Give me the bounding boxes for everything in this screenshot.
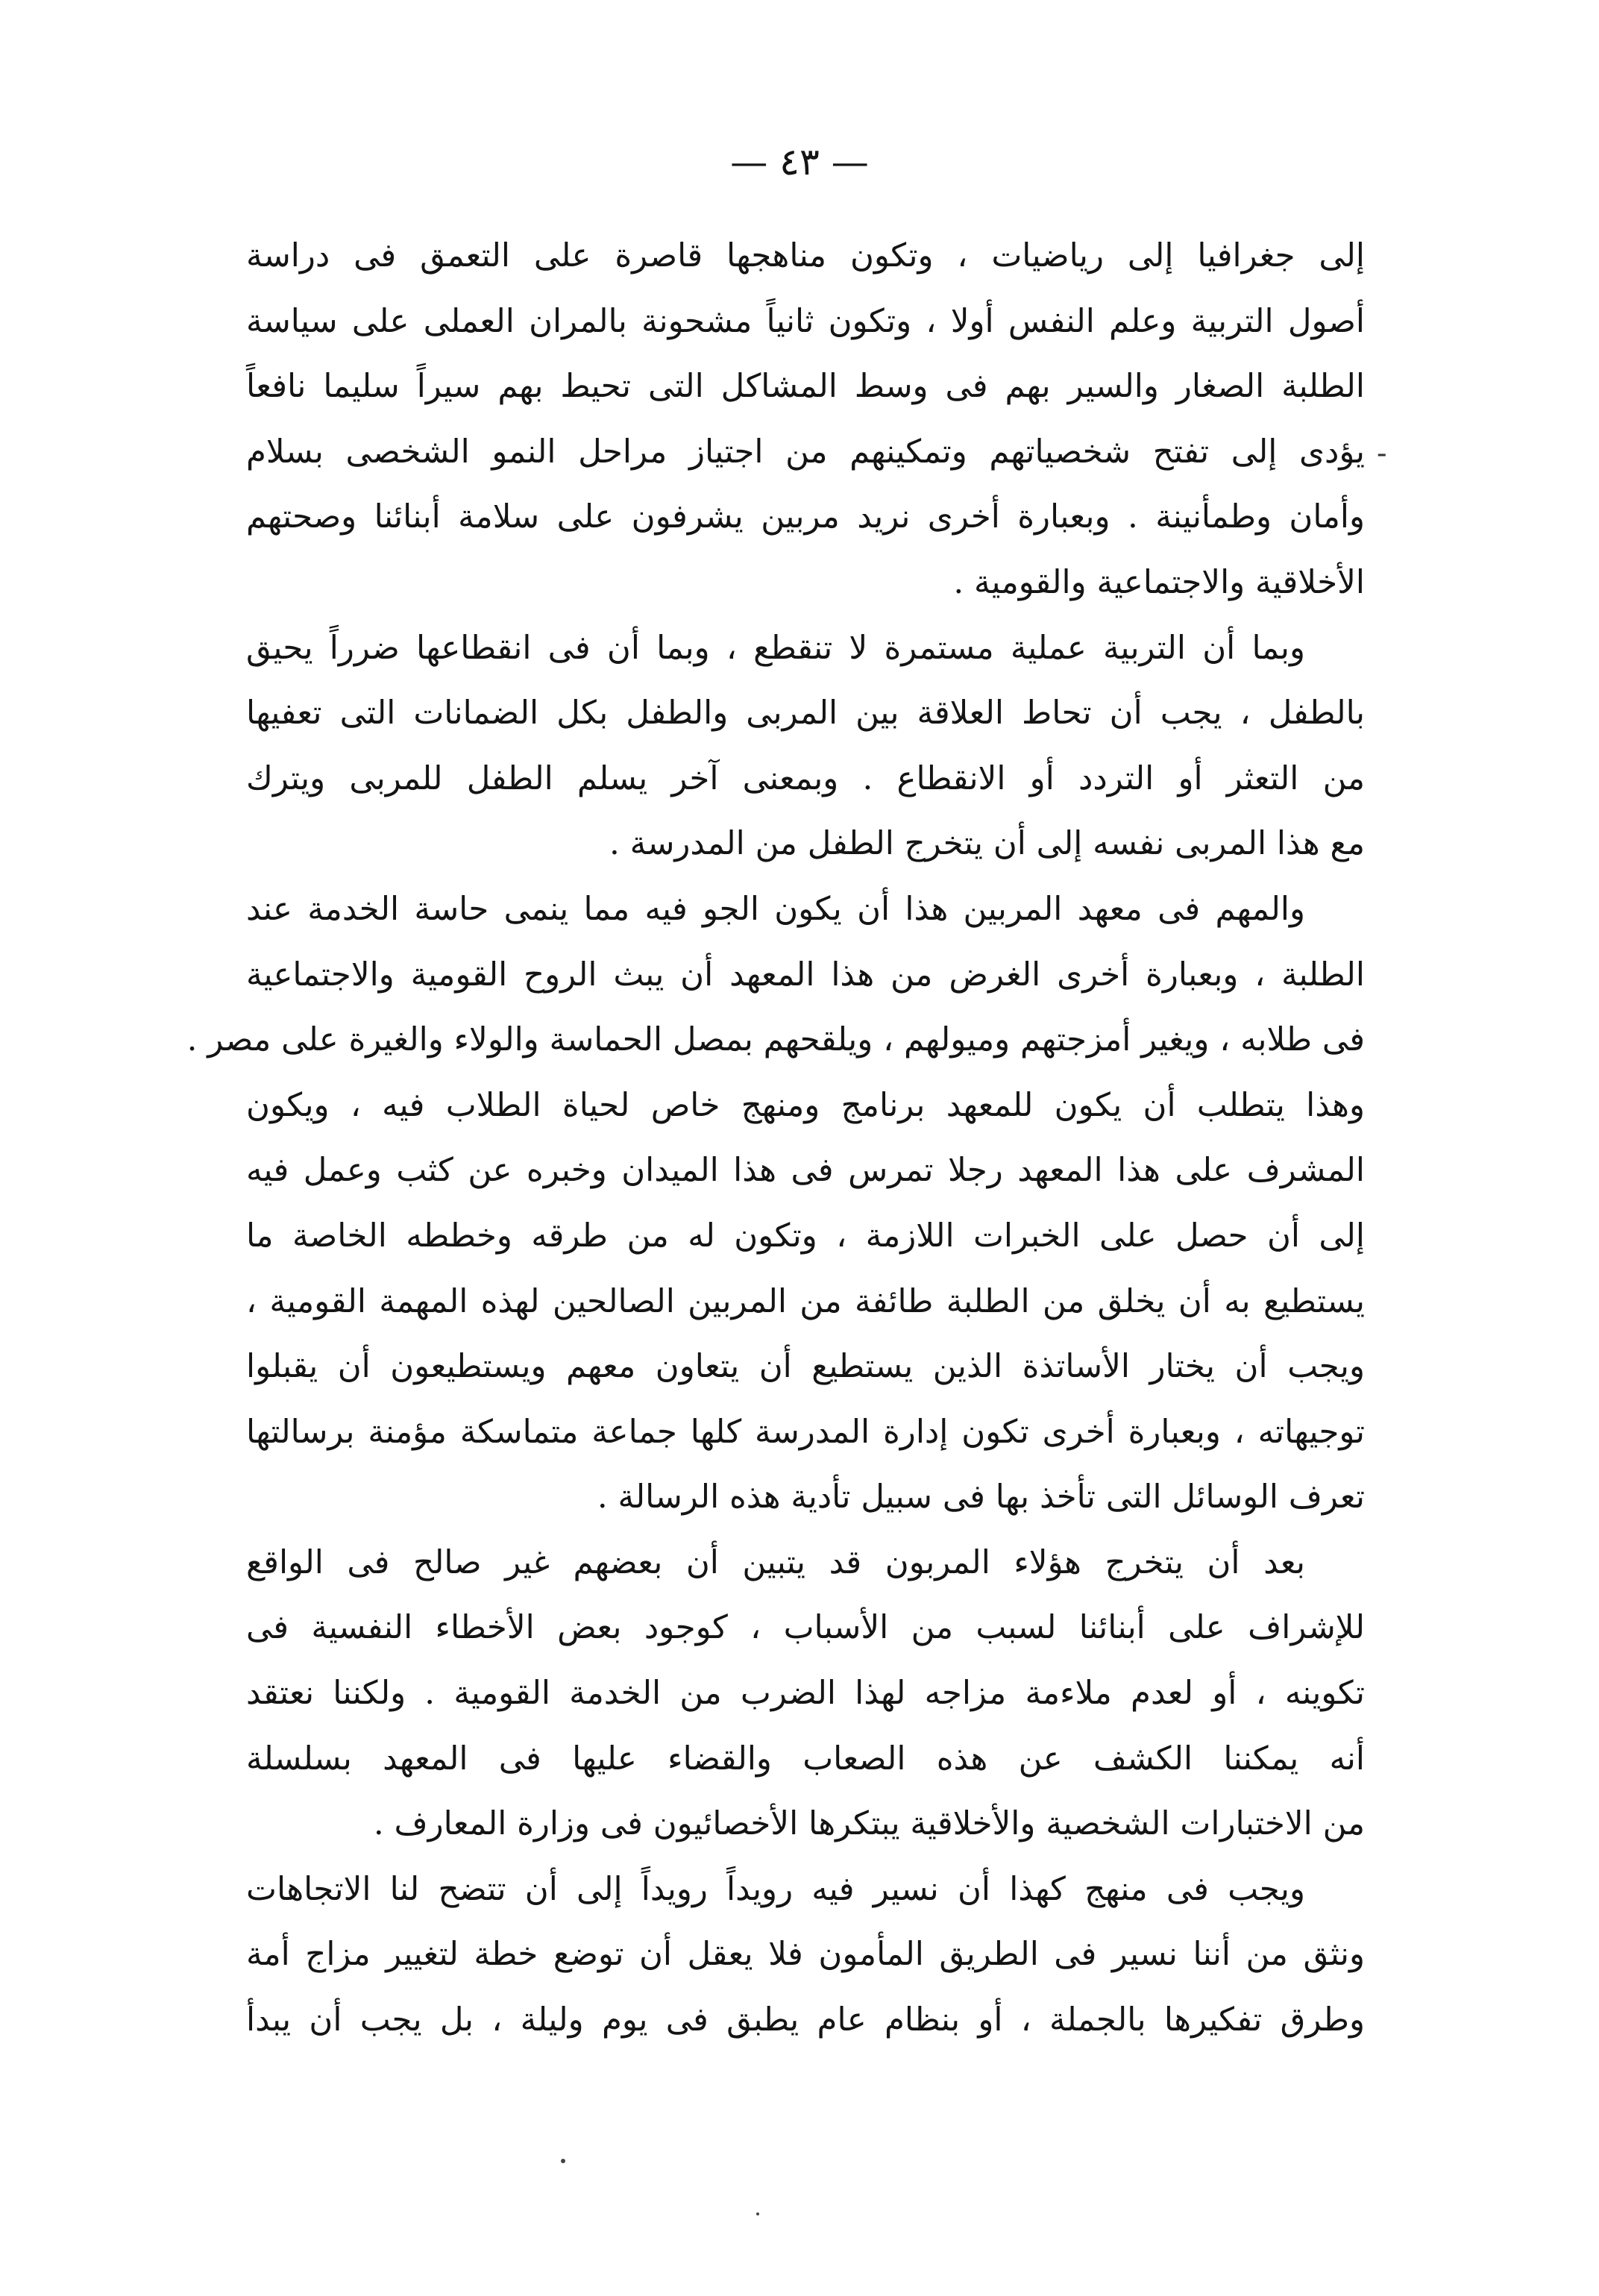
text-line: يؤدى إلى تفتح شخصياتهم وتمكينهم من اجتياز مراحل النمو الشخصى بسلام [246, 433, 1365, 471]
paragraph-1 [246, 224, 1365, 616]
text-line: الطلبة الصغار والسير بهم فى وسط المشاكل التى تحيط بهم سيراً سليما نافعاً [246, 368, 1365, 406]
text-line: الأخلاقية والاجتماعية والقومية . [953, 563, 1365, 601]
text-line: الطلبة ، وبعبارة أخرى الغرض من هذا المعهد أن يبث الروح القومية والاجتماعية [246, 956, 1365, 994]
paragraph-5 [246, 1857, 1365, 2054]
margin-dash-mark: - [1377, 436, 1387, 471]
text-line: إلى جغرافيا إلى رياضيات ، وتكون مناهجها قاصرة على التعمق فى دراسة [246, 237, 1365, 275]
text-line: وأمان وطمأنينة . وبعبارة أخرى نريد مربين يشرفون على سلامة أبنائنا وصحتهم [246, 498, 1365, 536]
scan-speck [561, 2159, 565, 2163]
text-line: والمهم فى معهد المربين هذا أن يكون الجو فيه مما ينمى حاسة الخدمة عند [246, 890, 1305, 928]
text-line: بالطفل ، يجب أن تحاط العلاقة بين المربى والطفل بكل الضمانات التى تعفيها [246, 694, 1365, 733]
text-line: توجيهاته ، وبعبارة أخرى تكون إدارة المدرسة كلها جماعة متماسكة مؤمنة برسالتها [246, 1413, 1365, 1451]
text-line: إلى أن حصل على الخبرات اللازمة ، وتكون له من طرقه وخططه الخاصة ما [246, 1217, 1365, 1255]
text-line: مع هذا المربى نفسه إلى أن يتخرج الطفل من المدرسة . [609, 825, 1365, 863]
text-line: فى طلابه ، ويغير أمزجتهم وميولهم ، ويلقحهم بمصل الحماسة والولاء والغيرة على مصر . [186, 1021, 1365, 1059]
paragraph-3 [186, 877, 1365, 1531]
text-line: ونثق من أننا نسير فى الطريق المأمون فلا يعقل أن توضع خطة لتغيير مزاج أمة [246, 1936, 1365, 1974]
paragraph-4 [246, 1531, 1365, 1857]
text-line: وبما أن التربية عملية مستمرة لا تنقطع ، وبما أن فى انقطاعها ضرراً يحيق [246, 629, 1305, 667]
text-line: المشرف على هذا المعهد رجلا تمرس فى هذا الميدان وخبره عن كثب وعمل فيه [246, 1152, 1365, 1190]
text-line: تعرف الوسائل التى تأخذ بها فى سبيل تأدية هذه الرسالة . [597, 1478, 1365, 1516]
text-line: بعد أن يتخرج هؤلاء المربون قد يتبين أن بعضهم غير صالح فى الواقع [246, 1543, 1305, 1581]
text-line: وطرق تفكيرها بالجملة ، أو بنظام عام يطبق فى يوم وليلة ، بل يجب أن يبدأ [246, 2001, 1365, 2039]
text-line: من التعثر أو التردد أو الانقطاع . وبمعنى آخر يسلم الطفل للمربى ويترك [246, 759, 1365, 797]
text-line: يستطيع به أن يخلق من الطلبة طائفة من المربين الصالحين لهذه المهمة القومية ، [246, 1282, 1365, 1320]
text-line: وهذا يتطلب أن يكون للمعهد برنامج ومنهج خاص لحياة الطلاب فيه ، ويكون [246, 1086, 1365, 1124]
text-line: للإشراف على أبنائنا لسبب من الأسباب ، كوجود بعض الأخطاء النفسية فى [246, 1609, 1365, 1647]
text-line: أصول التربية وعلم النفس أولا ، وتكون ثانياً مشحونة بالمران العملى على سياسة [246, 302, 1365, 340]
text-line: ويجب أن يختار الأساتذة الذين يستطيع أن يتعاون معهم ويستطيعون أن يقبلوا [246, 1348, 1365, 1386]
text-line: من الاختبارات الشخصية والأخلاقية يبتكرها الأخصائيون فى وزارة المعارف . [373, 1805, 1365, 1843]
body-text [186, 224, 1365, 2054]
paragraph-2 [246, 616, 1365, 877]
page-number: — ٤٣ — [730, 140, 869, 184]
scan-speck [756, 2212, 759, 2215]
text-line: ويجب فى منهج كهذا أن نسير فيه رويداً رويداً إلى أن تتضح لنا الاتجاهات [246, 1870, 1305, 1908]
text-line: أنه يمكننا الكشف عن هذه الصعاب والقضاء عليها فى المعهد بسلسلة [246, 1740, 1365, 1778]
text-line: تكوينه ، أو لعدم ملاءمة مزاجه لهذا الضرب من الخدمة القومية . ولكننا نعتقد [246, 1675, 1365, 1713]
